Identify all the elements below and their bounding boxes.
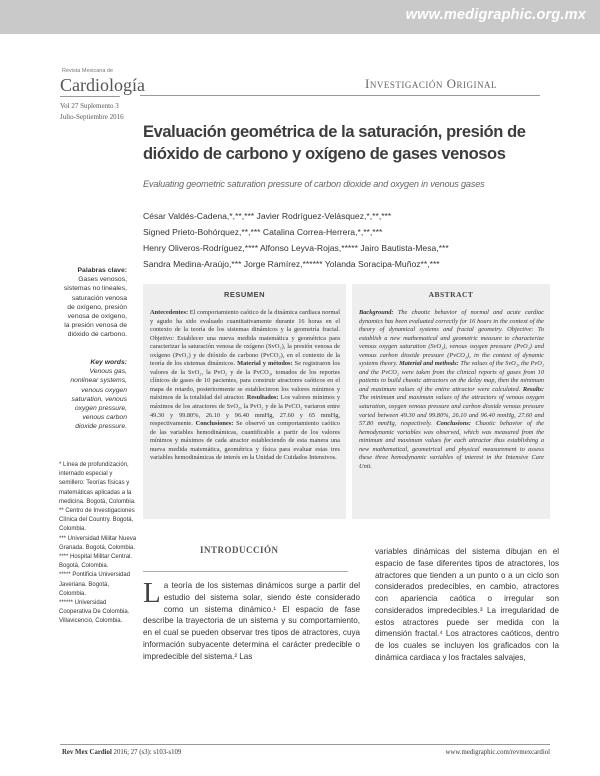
journal-volume-block xyxy=(60,101,124,123)
abstract-en-box xyxy=(352,284,550,519)
author-line: Sandra Medina-Araújo,*** Jorge Ramírez,****** Yolanda Soracipa-Muñoz**,*** xyxy=(143,259,440,269)
keyword-line: saturation, venous xyxy=(71,395,127,403)
abstract-label: Conclusiones: xyxy=(195,420,234,428)
abstract-label: Resultados: xyxy=(246,394,279,402)
keyword-line: de oxígeno, presión xyxy=(67,303,127,311)
journal-name: Cardiología xyxy=(60,75,145,95)
keywords-en xyxy=(48,358,127,432)
footer-journal-abbr: Rev Mex Cardiol xyxy=(62,749,112,756)
abstract-es-heading: RESUMEN xyxy=(223,290,265,299)
keyword-line: la presión venosa de xyxy=(64,322,127,330)
affiliation: **** Hospital Militar Central. Bogotá, Colombia. xyxy=(59,554,133,570)
abstract-label: Background: xyxy=(359,309,394,316)
abstract-sentence: The values of the SvO₂, the PvO₂ and the PvCO₂ were taken from the clinical reports of gases from 10 patients to build chaotic attractors on the delay map, then the minimum and maximum values of the entire attractor were calculated. xyxy=(359,360,544,393)
abstract-label: Results: xyxy=(522,385,544,393)
introduction-paragraph: variables dinámicas del sistema dibujan en el espacio de fase diferentes tipos de atractores, los atractores que tienden a un punto o a un ciclo son considerados predecibles, en cambio, atractores con apariencia caótica o irregular son considerados impredecibles.³ La irregularidad de estos atractores puede ser medida con la dimensión fractal.⁴ Los atractores caóticos, dentro de los cuales se incluyen los graficados con la dinámica cardiaca y los fractales salvajes, xyxy=(375,547,559,662)
author-list xyxy=(143,208,543,272)
abstract-sentence: Se observó un comportamiento caótico de las variables hemodinámicas, cuantificable a partir de los valores mínimos y máximos de cada atractor estableciendo de esta manera una nueva medida matemática, geométrica y física para evaluar estas tres variables hemodinámicas de interés en la Unidad de Cuidados Intensivos. xyxy=(150,420,340,462)
journal-period: Julio-Septiembre 2016 xyxy=(60,113,124,121)
keyword-line: saturación venosa xyxy=(71,294,127,302)
affiliation: ** Centro de Investigaciones Clínica del Country. Bogotá, Colombia. xyxy=(59,508,135,533)
keywords-es-title: Palabras clave: xyxy=(77,267,127,274)
journal-small-name: Revista Mexicana de xyxy=(62,68,114,74)
abstract-label: Conclusions: xyxy=(436,420,471,428)
abstract-label: Antecedentes: xyxy=(150,309,189,316)
site-url-link[interactable]: www.medigraphic.org.mx xyxy=(405,7,586,23)
affiliations xyxy=(59,461,137,627)
abstract-es-text xyxy=(150,309,340,463)
keyword-line: Gases venosos, xyxy=(78,276,127,284)
journal-volume: Vol 27 Suplemento 3 xyxy=(60,102,119,110)
dropcap-letter: L xyxy=(143,577,161,609)
abstract-sentence: The chaotic behavior of normal and acute cardiac dynamics has been evaluated correctly for 16 hours in the context of the theory of dynamical systems and fractal geometry. Objective: To establish a new mathematical and geometric measure to characterize venous oxygen saturation (SvO₂), venous oxygen pressure (PvO₂) and venous carbon dioxide pressure (PvCO₂), in the context of dynamic systems theory. xyxy=(359,309,544,368)
author-line: Henry Oliveros-Rodríguez,**** Alfonso Leyva-Rojas,***** Jairo Bautista-Mesa,*** xyxy=(143,243,449,253)
abstract-sentence: The minimum and maximum values of the attractors of venous oxygen saturation, oxygen venous pressure and carbon dioxide venous pressure varied between 49.30 and 99.80%, 26.10 and 96.40 mmHg, 27.60 and 57.80 mmHg, respectively. xyxy=(359,394,544,428)
journal-divider xyxy=(60,96,120,97)
section-label: Investigación Original xyxy=(365,76,497,91)
keyword-line: Venous gas, xyxy=(89,368,127,376)
abstract-en-text xyxy=(359,309,544,471)
keyword-line: venous oxygen xyxy=(81,386,127,394)
abstract-label: Material y métodos: xyxy=(237,360,293,368)
abstract-sentence: Los valores mínimos y máximos de los atractores de SvO₂, la PvO₂ y de la PvCO₂ variaron entre 49.30 y 99.80%, 26.10 y 96.40 mmHg, 27.60 y 65 mmHg, respectivamente. xyxy=(150,394,340,428)
affiliation: *** Universidad Militar Nueva Granada. Bogotá, Colombia. xyxy=(59,535,137,551)
top-banner xyxy=(0,0,600,34)
abstract-sentence: Chaotic behavior of the hemodynamic variables was observed, which was measured from the minimum and maximum values for each attractor thus establishing a new mathematical, geometrical and physical measurement to assess these three hemodynamic variables of interest in the Intensive Care Unit. xyxy=(359,420,544,470)
abstract-sentence: El comportamiento caótico de la dinámica cardiaca normal y agudo ha sido evaluado cuantitativamente durante 16 horas en el contexto de la teoría de los sistemas dinámicos y la geometría fractal. Objetivo: Establecer una nueva medida matemática y geométrica para caracterizar la saturación venosa de oxígeno (SvO₂), la presión venosa de oxígeno (PvO₂) y de dióxido de carbono (PvCO₂), en el contexto de la teoría de los sistemas dinámicos. xyxy=(150,309,340,368)
keyword-line: dioxide pressure. xyxy=(75,423,127,431)
keyword-line: sistemas no lineales, xyxy=(63,285,127,293)
abstract-es-box xyxy=(143,284,346,519)
keyword-line: venosa de oxígeno, xyxy=(67,313,127,321)
introduction-paragraph: a teoría de los sistemas dinámicos surge a partir del estudio del sistema solar, siendo éste considerado como un sistema dinámico.¹ El espacio de fase describe la trayectoria de un sistema y su comportamiento, en el cual se pueden observar tres tipos de atractores, cuya información subyacente determina el carácter predecible o impredecible del sistema.² Las xyxy=(143,581,360,661)
author-line: Signed Prieto-Bohórquez,**,*** Catalina Correa-Herrera,*,**,*** xyxy=(143,227,383,237)
keyword-line: oxygen pressure, xyxy=(74,405,127,413)
affiliation: ****** Universidad Cooperativa De Colombia. Villavicencio, Colombia. xyxy=(59,600,130,625)
abstract-sentence: Se registraron los valores de la SvO₂, la PvO₂ y de la PvCO₂, tomados de los reportes clínicos de gases de 10 pacientes, para construir atractores caóticos en el mapa de retardo, posteriormente se establecieron los valores mínimos y máximos de la totalidad del atractor. xyxy=(150,360,340,402)
keyword-line: venous carbon xyxy=(82,414,127,422)
introduction-column-2 xyxy=(375,546,559,664)
article-title: Evaluación geométrica de la saturación, presión de dióxido de carbono y oxígeno de gases venosos xyxy=(143,123,526,163)
abstract-en-heading: ABSTRACT xyxy=(428,290,474,299)
abstract-label: Material and methods: xyxy=(399,360,459,368)
affiliation: ***** Pontificia Universidad Javeriana. Bogotá, Colombia. xyxy=(59,572,131,597)
introduction-heading: INTRODUCCIÓN xyxy=(200,545,279,555)
keyword-line: dióxido de carbono. xyxy=(67,331,127,339)
author-line: César Valdés-Cadena,*,**,*** Javier Rodríguez-Velásquez,*,**,*** xyxy=(143,211,392,221)
footer-citation-text: 2016; 27 (s3): s103-s109 xyxy=(113,749,182,756)
section-divider xyxy=(140,95,540,96)
introduction-column-1 xyxy=(143,577,360,662)
keywords-es xyxy=(48,266,127,340)
introduction-divider xyxy=(143,571,348,572)
keyword-line: nonlinear systems, xyxy=(70,377,127,385)
affiliation: * Línea de profundización, internado especial y semillero: Teorías físicas y matemáticas aplicadas a la medicina. Bogotá, Colombia. xyxy=(59,462,136,505)
footer-divider xyxy=(60,744,550,745)
article-subtitle: Evaluating geometric saturation pressure of carbon dioxide and oxygen in venous gases xyxy=(143,179,485,189)
footer-url-link[interactable]: www.medigraphic.com/revmexcardiol xyxy=(445,749,550,756)
footer-citation xyxy=(62,749,181,756)
keywords-en-title: Key words: xyxy=(90,359,127,366)
